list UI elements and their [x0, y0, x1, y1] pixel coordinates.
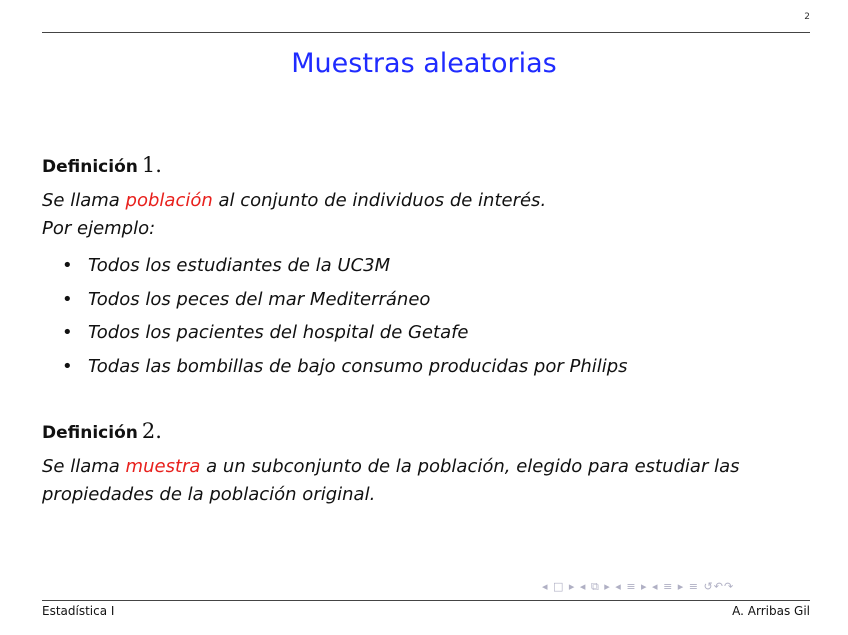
bullet-icon: •	[62, 255, 73, 276]
definition-1-before: Se llama	[42, 190, 126, 211]
definition-1-text	[42, 187, 546, 215]
header-rule	[42, 32, 810, 33]
bullet-icon: •	[62, 355, 73, 377]
definition-2-before: Se llama	[42, 456, 126, 477]
bullet-icon: •	[62, 288, 73, 310]
list-item	[62, 252, 628, 286]
footer-left: Estadística I	[42, 604, 115, 618]
definition-1-heading	[42, 153, 162, 177]
example-intro: Por ejemplo:	[42, 218, 156, 239]
definition-2-line2: propiedades de la población original.	[42, 484, 376, 505]
definition-2-number: 2.	[141, 419, 162, 443]
slide-title: Muestras aleatorias	[291, 48, 557, 79]
footer-right: A. Arribas Gil	[732, 604, 810, 618]
term-poblacion: población	[125, 190, 213, 211]
definition-2-text	[42, 453, 739, 481]
footer-rule	[42, 600, 810, 601]
bullet-icon: •	[62, 322, 73, 343]
example-list	[62, 252, 628, 386]
definition-1-number: 1.	[141, 153, 162, 177]
term-muestra: muestra	[125, 456, 201, 477]
list-item	[62, 319, 628, 353]
definition-1-after: al conjunto de individuos de interés.	[212, 190, 547, 211]
definition-1-label: Definición	[42, 157, 138, 177]
list-item-text: Todas las bombillas de bajo consumo producidas por Philips	[88, 355, 628, 377]
list-item	[62, 286, 628, 320]
list-item	[62, 353, 628, 387]
list-item-text: Todos los estudiantes de la UC3M	[88, 255, 391, 276]
beamer-navigation[interactable]: ◂ □ ▸ ◂ ⧉ ▸ ◂ ≡ ▸ ◂ ≡ ▸ ≡ ↺↶↷	[542, 580, 735, 593]
list-item-text: Todos los pacientes del hospital de Getafe	[88, 322, 469, 343]
page-number: 2	[804, 12, 810, 22]
definition-2-heading	[42, 419, 162, 443]
definition-2-label: Definición	[42, 423, 138, 443]
definition-2-after: a un subconjunto de la población, elegido para estudiar las	[200, 456, 740, 477]
list-item-text: Todos los peces del mar Mediterráneo	[88, 288, 431, 310]
